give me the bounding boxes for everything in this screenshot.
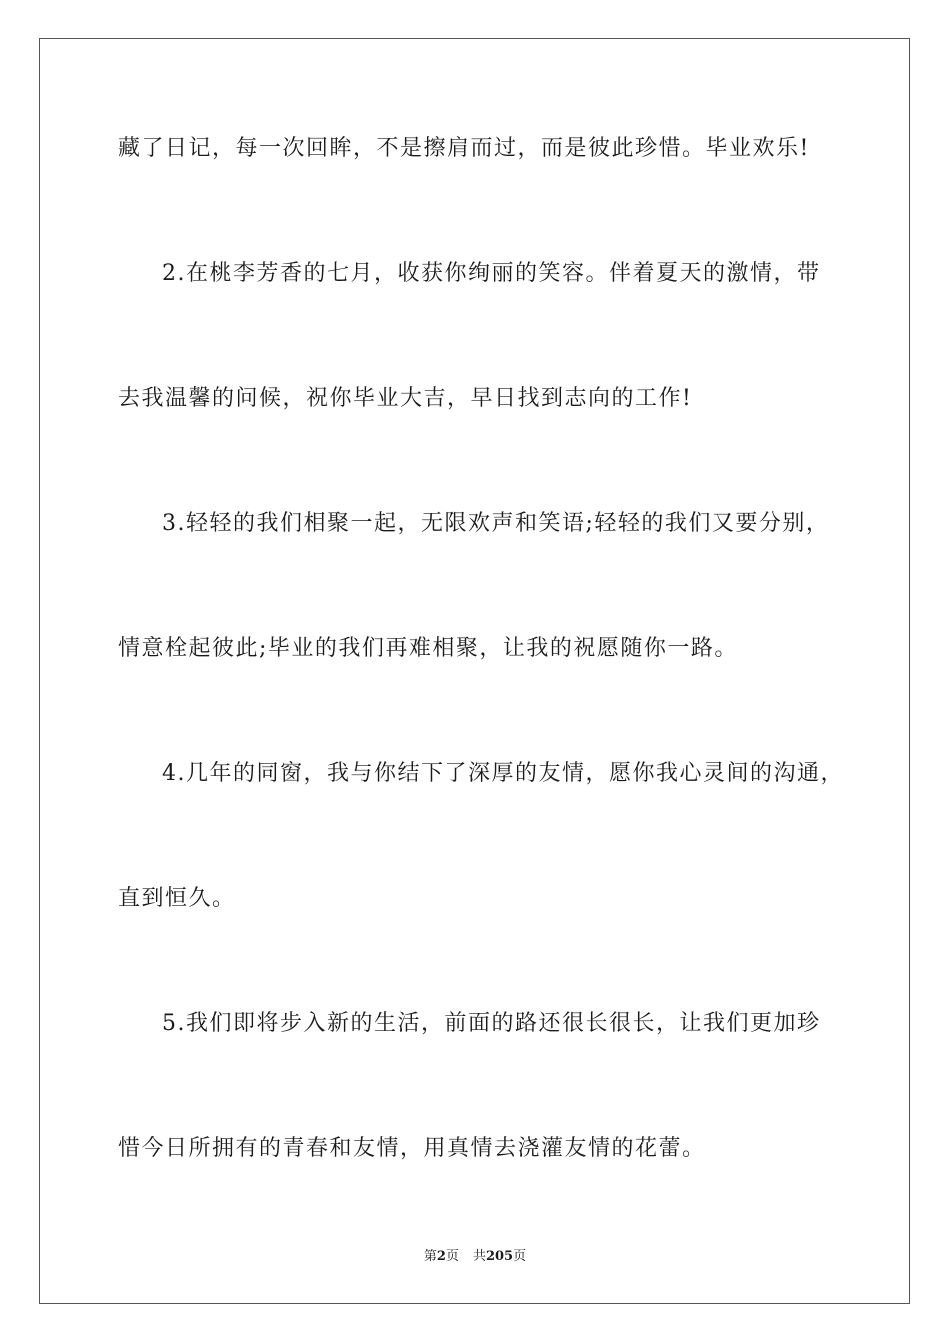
- paragraph-3-line-2: 情意栓起彼此;毕业的我们再难相聚，让我的祝愿随你一路。: [118, 636, 738, 661]
- total-pages: 205: [485, 1249, 514, 1264]
- page-suffix: 页: [445, 1249, 459, 1264]
- paragraph-5-line-2: 惜今日所拥有的青春和友情，用真情去浇灌友情的花蕾。: [118, 1136, 706, 1161]
- page-border: [39, 38, 910, 1304]
- paragraph-4-line-2: 直到恒久。: [118, 886, 236, 911]
- page-footer: [0, 1245, 950, 1264]
- total-prefix: 共: [472, 1249, 486, 1264]
- paragraph-1-line-1: 藏了日记，每一次回眸，不是擦肩而过，而是彼此珍惜。毕业欢乐!: [118, 136, 810, 161]
- paragraph-2-line-2: 去我温馨的问候，祝你毕业大吉，早日找到志向的工作!: [118, 386, 693, 411]
- paragraph-2-line-1: 2.在桃李芳香的七月，收获你绚丽的笑容。伴着夏天的激情，带: [162, 261, 821, 286]
- paragraph-3-line-1: 3.轻轻的我们相聚一起，无限欢声和笑语;轻轻的我们又要分别，: [162, 511, 830, 536]
- paragraph-4-line-1: 4.几年的同窗，我与你结下了深厚的友情，愿你我心灵间的沟通，: [162, 761, 844, 786]
- paragraph-5-line-1: 5.我们即将步入新的生活，前面的路还很长很长，让我们更加珍: [162, 1011, 821, 1036]
- page-number: 2: [436, 1249, 446, 1264]
- total-suffix: 页: [513, 1249, 527, 1264]
- page-prefix: 第: [423, 1249, 437, 1264]
